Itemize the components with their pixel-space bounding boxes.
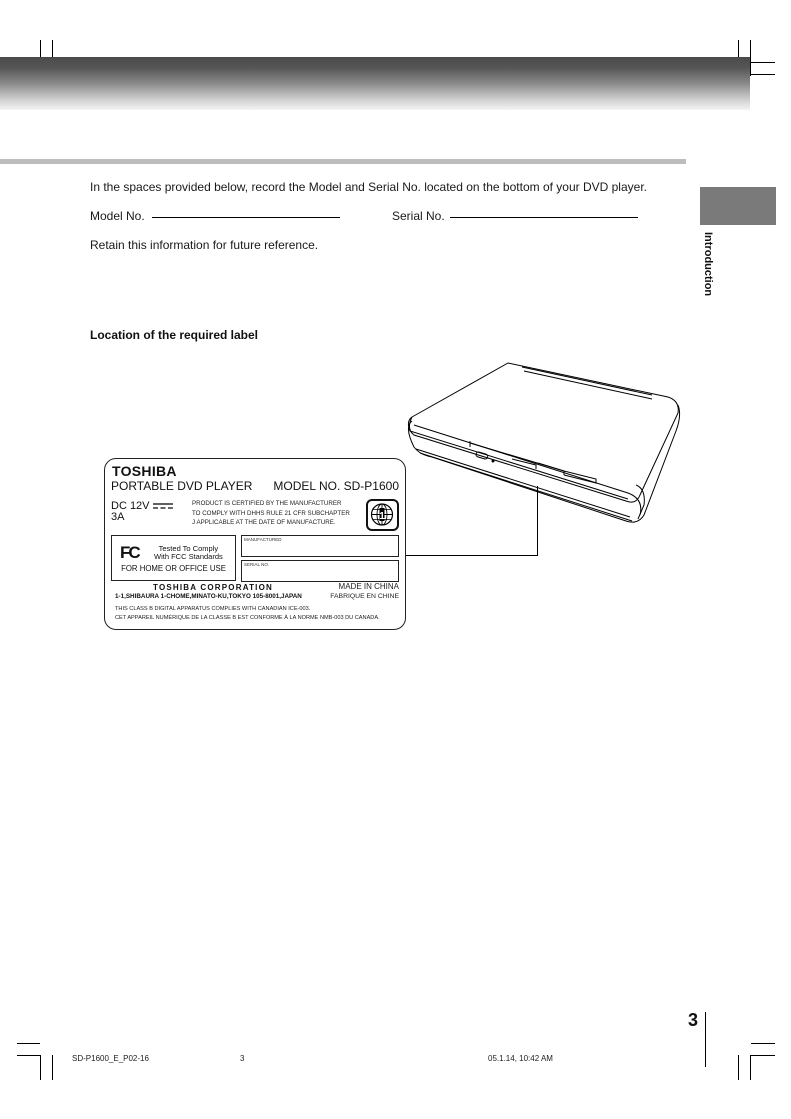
fcc-tested-text <box>154 545 223 561</box>
label-power-rating <box>111 501 150 523</box>
crop-mark <box>40 1055 41 1080</box>
label-connector-line <box>537 486 538 490</box>
canada-compliance-text <box>115 605 380 622</box>
label-brand: TOSHIBA <box>112 463 177 479</box>
crop-mark <box>750 1055 751 1080</box>
footer-file-page: 3 <box>240 1054 245 1063</box>
crop-mark <box>751 74 775 75</box>
section-tab-block <box>700 187 776 225</box>
manufactured-label: MANUFACTURED <box>244 537 282 542</box>
crop-mark <box>17 1055 40 1056</box>
manufactured-date-box <box>241 535 399 557</box>
made-in-china: MADE IN CHINA <box>338 582 399 591</box>
footer-file-name: SD-P1600_E_P02-16 <box>72 1054 149 1063</box>
retain-note: Retain this information for future reference. <box>90 238 319 252</box>
serial-no-label: Serial No. <box>392 209 445 223</box>
serial-label: SERIAL NO. <box>244 562 270 567</box>
canada-line: CET APPAREIL NUMÉRIQUE DE LA CLASSE B EST CONFORME À LA NORME NMB-003 DU CANADA. <box>115 614 380 621</box>
header-gradient-band <box>0 57 750 110</box>
power-current: 3A <box>111 511 125 523</box>
cert-line: PRODUCT IS CERTIFIED BY THE MANUFACTURER <box>192 500 342 507</box>
fcc-logo-icon: FC <box>120 543 139 562</box>
header-divider-rule <box>0 159 686 164</box>
canada-line: THIS CLASS B DIGITAL APPARATUS COMPLIES WITH CANADIAN ICE-003. <box>115 606 311 612</box>
label-connector-line <box>406 488 538 556</box>
svg-text:1: 1 <box>379 511 385 522</box>
globe-region-icon <box>368 501 396 528</box>
crop-mark <box>751 1055 775 1056</box>
fcc-line: With FCC Standards <box>154 552 223 561</box>
page-number-rule <box>705 1012 706 1067</box>
dc-symbol-icon <box>153 503 173 511</box>
model-no-label: Model No. <box>90 209 145 223</box>
label-product-name: PORTABLE DVD PLAYER <box>111 479 253 493</box>
crop-mark <box>17 1043 40 1044</box>
label-certification-text <box>192 499 350 528</box>
crop-mark <box>52 1055 53 1080</box>
cert-line: J APPLICABLE AT THE DATE OF MANUFACTURE. <box>192 519 336 526</box>
region-code-badge <box>366 499 399 531</box>
corporation-address: 1-1,SHIBAURA 1-CHOME,MINATO-KU,TOKYO 105-8001,JAPAN <box>115 593 302 600</box>
serial-no-blank-line <box>450 217 638 218</box>
fcc-line: Tested To Comply <box>158 544 219 553</box>
fabrique-en-chine: FABRIQUE EN CHINE <box>330 593 399 600</box>
fcc-home-office-text: FOR HOME OR OFFICE USE <box>121 564 226 573</box>
crop-mark <box>751 62 775 63</box>
serial-number-box <box>241 560 399 582</box>
corporation-name: TOSHIBA CORPORATION <box>153 583 273 592</box>
fcc-compliance-box <box>111 535 236 581</box>
model-no-blank-line <box>152 217 340 218</box>
footer-timestamp: 05.1.14, 10:42 AM <box>488 1054 553 1063</box>
section-tab-label: Introduction <box>702 232 714 297</box>
label-location-heading: Location of the required label <box>90 328 259 342</box>
crop-mark <box>751 1043 775 1044</box>
crop-mark <box>738 1055 739 1080</box>
power-voltage: DC 12V <box>111 500 150 512</box>
crop-mark <box>750 40 751 76</box>
cert-line: TO COMPLY WITH DHHS RULE 21 CFR SUBCHAPTER <box>192 509 350 517</box>
label-model-number: MODEL NO. SD-P1600 <box>273 479 399 493</box>
page-number: 3 <box>688 1010 699 1030</box>
instruction-text: In the spaces provided below, record the Model and Serial No. located on the bottom of your DVD player. <box>90 180 647 194</box>
rating-label-card <box>104 458 406 630</box>
